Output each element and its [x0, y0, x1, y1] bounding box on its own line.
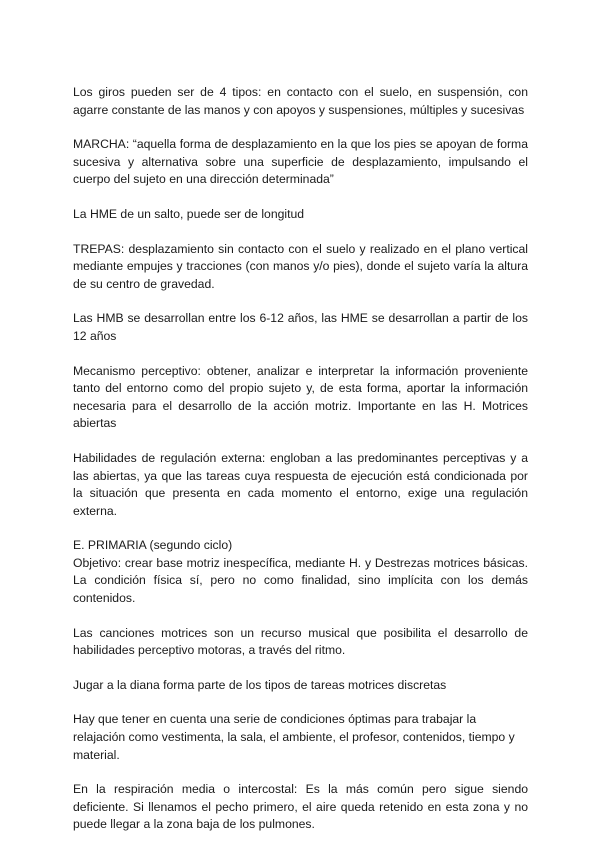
paragraph-marcha: MARCHA: “aquella forma de desplazamiento en la que los pies se apoyan de forma sucesiva y alternativa sobre una superficie de desplazamiento, impulsando el cuerpo del sujeto en una dirección determinada” — [73, 137, 528, 187]
paragraph-trepas: TREPAS: desplazamiento sin contacto con el suelo y realizado en el plano vertical mediante empujes y tracciones (con manos y/o pies), donde el sujeto varía la altura de su centro de gravedad. — [73, 241, 528, 291]
paragraph-canciones: Las canciones motrices son un recurso musical que posibilita el desarrollo de habilidades perceptivo motoras, a través del ritmo. — [73, 625, 528, 658]
paragraph-hmb-hme: Las HMB se desarrollan entre los 6-12 años, las HME se desarrollan a partir de los 12 años — [73, 311, 528, 343]
paragraph-mecanismo: Mecanismo perceptivo: obtener, analizar e interpretar la información proveniente tanto del entorno como del propio sujeto y, de esta forma, aportar la información necesaria para el desarrollo de la acción motriz. Importante en las H. Motrices abiertas — [73, 363, 528, 431]
paragraph-primaria-body: Objetivo: crear base motriz inespecífica, mediante H. y Destrezas motrices básicas. La condición física sí, pero no como finalidad, sino implícita con los demás contenidos. — [73, 555, 528, 606]
paragraph-primaria-title: E. PRIMARIA (segundo ciclo) — [73, 538, 233, 553]
paragraph-diana: Jugar a la diana forma parte de los tipos de tareas motrices discretas — [73, 677, 447, 692]
paragraph-giros: Los giros pueden ser de 4 tipos: en contacto con el suelo, en suspensión, con agarre constante de las manos y con apoyos y suspensiones, múltiples y sucesivas — [73, 85, 528, 117]
paragraph-condiciones: Hay que tener en cuenta una serie de condiciones óptimas para trabajar la relajación como vestimenta, la sala, el ambiente, el profesor, contenidos, tiempo y material. — [73, 712, 515, 762]
paragraph-respiracion: En la respiración media o intercostal: Es la más común pero sigue siendo deficiente. Si llenamos el pecho primero, el aire queda retenido en esta zona y no puede llegar a la zona baja de los pulmones. — [73, 782, 528, 832]
paragraph-habilidades: Habilidades de regulación externa: engloban a las predominantes perceptivas y a las abiertas, ya que las tareas cuya respuesta de ejecución está condicionada por la situación que presenta en cada momento el entorno, exige una regulación externa. — [73, 450, 528, 518]
document-body — [73, 84, 528, 851]
paragraph-hme-salto: La HME de un salto, puede ser de longitud — [73, 206, 305, 221]
